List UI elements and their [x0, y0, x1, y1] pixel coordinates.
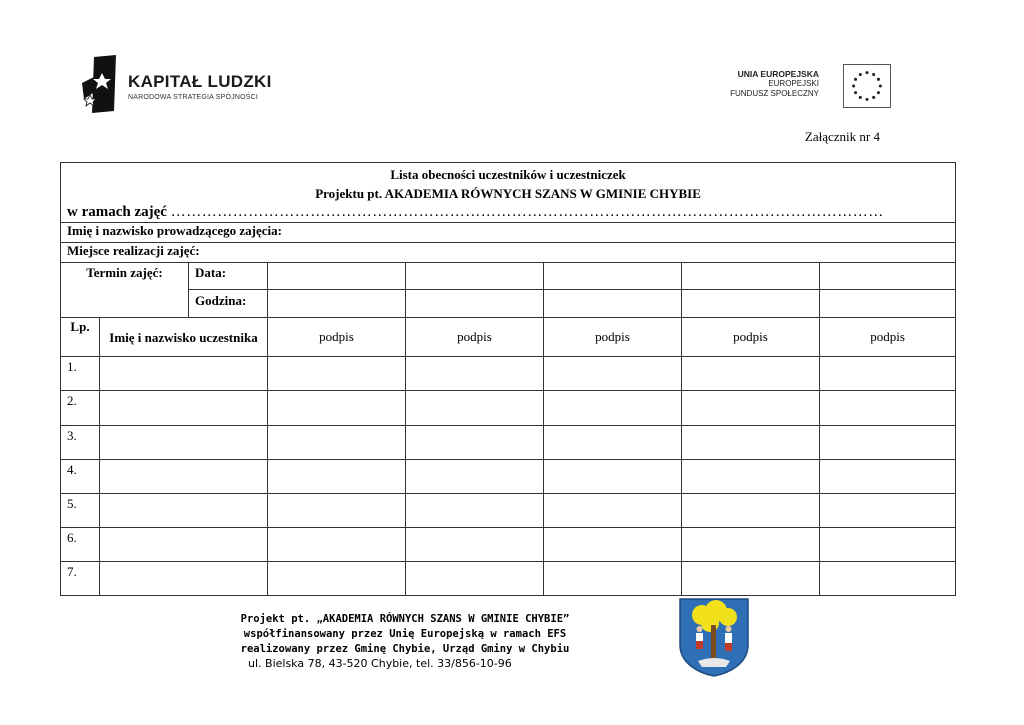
signature-cell[interactable] — [406, 357, 544, 391]
signature-cell[interactable] — [268, 357, 406, 391]
col-name-header: Imię i nazwisko uczestnika — [100, 318, 268, 357]
signature-cell[interactable] — [544, 391, 682, 426]
signature-cell[interactable] — [406, 562, 544, 596]
signature-header: podpis — [682, 318, 820, 357]
place-label: Miejsce realizacji zajęć: — [61, 243, 956, 263]
hour-cell[interactable] — [682, 290, 820, 318]
signature-cell[interactable] — [544, 357, 682, 391]
signature-cell[interactable] — [406, 460, 544, 494]
signature-cell[interactable] — [544, 528, 682, 562]
hour-cell[interactable] — [544, 290, 682, 318]
signature-cell[interactable] — [820, 528, 956, 562]
signature-cell[interactable] — [406, 426, 544, 460]
signature-cell[interactable] — [268, 391, 406, 426]
signature-cell[interactable] — [268, 494, 406, 528]
form-title-line1: Lista obecności uczestników i uczestniczek — [390, 167, 626, 182]
date-cell[interactable] — [820, 263, 956, 290]
eu-flag-icon — [843, 64, 891, 108]
signature-cell[interactable] — [682, 494, 820, 528]
classes-dots: ………………………………………………………………………………………………………………………… — [170, 204, 884, 220]
date-cell[interactable] — [682, 263, 820, 290]
date-cell[interactable] — [544, 263, 682, 290]
row-number: 7. — [61, 562, 100, 596]
date-cell[interactable] — [406, 263, 544, 290]
signature-cell[interactable] — [820, 562, 956, 596]
signature-cell[interactable] — [406, 391, 544, 426]
signature-header: podpis — [820, 318, 956, 357]
kapital-ludzki-logo — [80, 55, 280, 115]
hour-cell[interactable] — [406, 290, 544, 318]
signature-cell[interactable] — [406, 528, 544, 562]
signature-cell[interactable] — [268, 426, 406, 460]
instructor-label: Imię i nazwisko prowadzącego zajęcia: — [61, 223, 956, 243]
table-row — [61, 357, 956, 391]
form-title-cell — [61, 163, 956, 223]
participant-name-cell[interactable] — [100, 357, 268, 391]
signature-cell[interactable] — [820, 460, 956, 494]
signature-cell[interactable] — [820, 391, 956, 426]
signature-cell[interactable] — [682, 562, 820, 596]
signature-cell[interactable] — [820, 357, 956, 391]
date-label: Data: — [189, 263, 268, 290]
participant-name-cell[interactable] — [100, 528, 268, 562]
row-number: 1. — [61, 357, 100, 391]
eu-logo-line1: UNIA EUROPEJSKA — [737, 69, 819, 79]
date-cell[interactable] — [268, 263, 406, 290]
signature-cell[interactable] — [820, 426, 956, 460]
signature-cell[interactable] — [406, 494, 544, 528]
hour-cell[interactable] — [820, 290, 956, 318]
participant-name-cell[interactable] — [100, 460, 268, 494]
classes-name-line — [67, 203, 949, 222]
table-row — [61, 494, 956, 528]
signature-cell[interactable] — [268, 562, 406, 596]
eu-logo-text — [730, 69, 819, 99]
table-row — [61, 391, 956, 426]
term-label: Termin zajęć: — [61, 263, 189, 318]
signature-cell[interactable] — [682, 357, 820, 391]
row-number: 4. — [61, 460, 100, 494]
form-title-line2: Projektu pt. AKADEMIA RÓWNYCH SZANS W GMINIE CHYBIE — [315, 186, 701, 201]
row-number: 2. — [61, 391, 100, 426]
signature-cell[interactable] — [682, 391, 820, 426]
signature-header: podpis — [544, 318, 682, 357]
footer-address: ul. Bielska 78, 43-520 Chybie, tel. 33/856-10-96 — [248, 657, 512, 670]
eu-logo — [728, 64, 893, 110]
participant-name-cell[interactable] — [100, 562, 268, 596]
attachment-number: Załącznik nr 4 — [804, 129, 880, 144]
row-number: 5. — [61, 494, 100, 528]
signature-header: podpis — [406, 318, 544, 357]
hour-label: Godzina: — [189, 290, 268, 318]
kapital-ludzki-title: KAPITAŁ LUDZKI — [128, 72, 272, 91]
hour-cell[interactable] — [268, 290, 406, 318]
participant-name-cell[interactable] — [100, 391, 268, 426]
signature-cell[interactable] — [682, 426, 820, 460]
participant-name-cell[interactable] — [100, 426, 268, 460]
participant-name-cell[interactable] — [100, 494, 268, 528]
signature-cell[interactable] — [682, 528, 820, 562]
signature-cell[interactable] — [820, 494, 956, 528]
footer-line3: realizowany przez Gminę Chybie, Urząd Gminy w Chybiu — [240, 643, 570, 655]
attendance-table — [60, 162, 956, 596]
eu-logo-line2: EUROPEJSKI — [768, 79, 819, 88]
signature-cell[interactable] — [544, 494, 682, 528]
row-number: 3. — [61, 426, 100, 460]
footer-line1: Projekt pt. „AKADEMIA RÓWNYCH SZANS W GMINIE CHYBIE” — [240, 613, 570, 625]
table-row — [61, 528, 956, 562]
signature-cell[interactable] — [268, 460, 406, 494]
row-number: 6. — [61, 528, 100, 562]
gmina-chybie-crest-icon — [678, 597, 750, 677]
signature-cell[interactable] — [682, 460, 820, 494]
classes-label: w ramach zajęć — [67, 204, 167, 220]
col-lp-header: Lp. — [61, 318, 100, 357]
signature-cell[interactable] — [544, 562, 682, 596]
eu-logo-line3: FUNDUSZ SPOŁECZNY — [730, 89, 819, 98]
signature-cell[interactable] — [544, 426, 682, 460]
footer-line2: współfinansowany przez Unię Europejską w ramach EFS — [243, 628, 567, 640]
kapital-ludzki-subtitle: NARODOWA STRATEGIA SPÓJNOŚCI — [128, 94, 259, 101]
kapital-ludzki-mark-icon — [80, 55, 120, 113]
signature-cell[interactable] — [268, 528, 406, 562]
footer-project-info — [200, 612, 610, 671]
table-row — [61, 562, 956, 596]
table-row — [61, 426, 956, 460]
signature-cell[interactable] — [544, 460, 682, 494]
table-row — [61, 460, 956, 494]
signature-header: podpis — [268, 318, 406, 357]
